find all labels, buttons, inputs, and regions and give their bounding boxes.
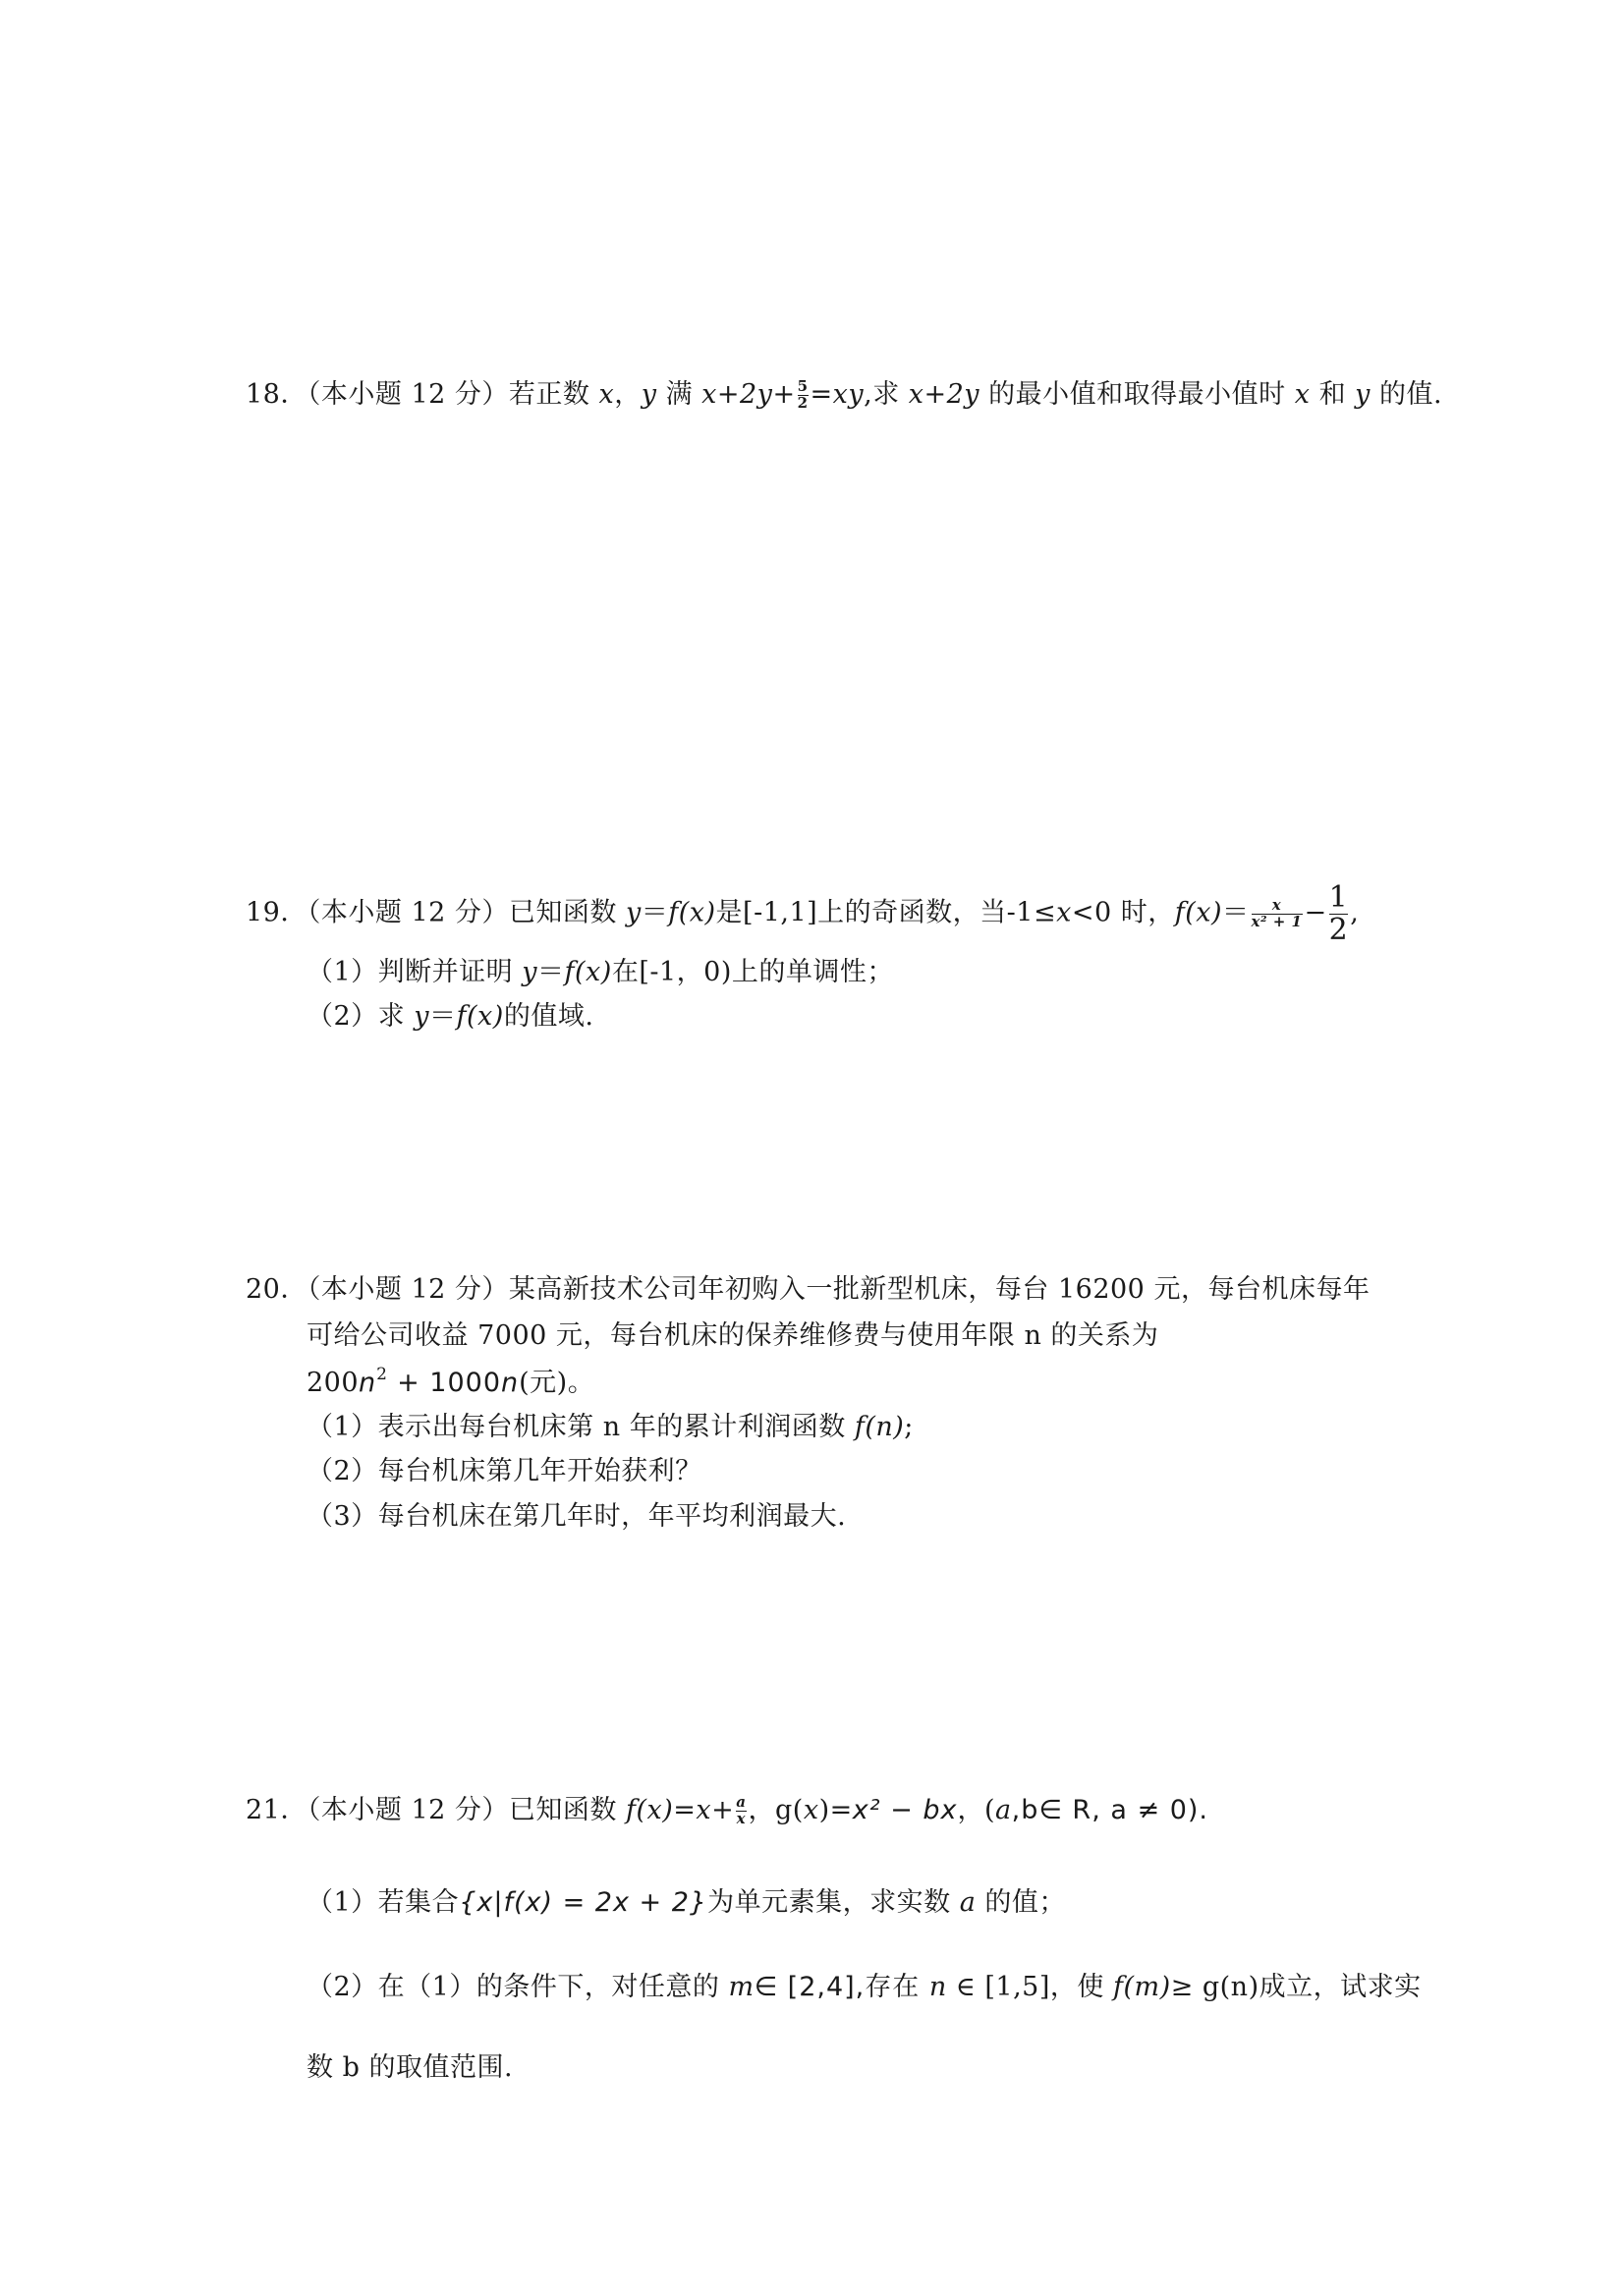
function-f: f(m)	[1112, 1972, 1171, 2002]
math-expression: =x+	[673, 1795, 735, 1825]
question-points: （本小题 12 分）	[307, 379, 509, 410]
fraction-one-half	[1329, 882, 1349, 945]
variable-y: y	[625, 897, 642, 928]
function-f: f(x)	[1174, 897, 1223, 928]
function-f: f(x)	[456, 1001, 504, 1032]
question-21-part-1	[307, 1883, 1066, 1923]
variable-x: x	[803, 1795, 819, 1825]
math-expression: ,b∈ R, a ≠ 0).	[1011, 1795, 1208, 1825]
question-text: 是[-1,1]上的奇函数，当-1≤	[715, 897, 1057, 928]
variable-a: a	[995, 1795, 1012, 1825]
fraction-a-over-x	[736, 1795, 746, 1827]
part-text: 在[-1，0)上的单调性；	[611, 957, 894, 987]
equals-sign: ＝	[641, 897, 669, 928]
fraction-five-halves	[798, 379, 809, 412]
punctuation: ，(	[957, 1795, 995, 1825]
question-text: 满	[656, 379, 702, 410]
variable-x: x	[1056, 897, 1072, 928]
question-number: 19．	[246, 897, 308, 928]
fraction-denominator: 2	[1328, 912, 1349, 947]
part-text: 的值域.	[503, 1001, 594, 1032]
fraction-denominator: 2	[797, 394, 809, 412]
part-text: （1）判断并证明	[307, 957, 523, 987]
question-points: （本小题 12 分）	[307, 1274, 509, 1305]
fraction-numerator: 1	[1328, 880, 1349, 915]
math-expression: + 1000	[387, 1368, 502, 1398]
fraction-numerator: a	[736, 1793, 747, 1812]
question-19-part-1	[307, 953, 894, 992]
question-text: 若正数	[508, 379, 599, 410]
question-text: (元)。	[519, 1368, 595, 1398]
question-20-part-1	[307, 1408, 914, 1447]
variable-a: a	[959, 1887, 977, 1918]
question-number: 20．	[246, 1274, 308, 1305]
question-number: 18．	[246, 379, 308, 410]
question-19-part-2	[307, 997, 593, 1036]
part-text: 数 b 的取值范围.	[307, 2052, 514, 2083]
variable-y: y	[1355, 379, 1371, 410]
part-text: ≥ g(n)成立，试求实	[1170, 1972, 1422, 2002]
variable-n: n	[928, 1972, 947, 2002]
question-20-part-3	[307, 1497, 846, 1537]
variable-x: x	[1294, 379, 1311, 410]
part-text: 为单元素集，求实数	[707, 1887, 960, 1918]
variable-y: y	[414, 1001, 430, 1032]
punctuation: ,	[1350, 897, 1360, 928]
equals-sign: ＝	[1222, 897, 1250, 928]
math-expression: ∈ [2,4],存在	[754, 1972, 929, 2002]
equals-sign: ＝	[537, 957, 565, 987]
fraction-numerator: 5	[797, 377, 809, 396]
part-text: （1）若集合	[307, 1887, 460, 1918]
question-text: ，g(	[748, 1795, 804, 1825]
math-expression: x+2y+	[701, 379, 796, 410]
math-expression: x+2y	[908, 379, 980, 410]
question-text: ,求	[864, 379, 909, 410]
fraction-numerator: x	[1271, 895, 1282, 914]
question-text: 某高新技术公司年初购入一批新型机床，每台 16200 元，每台机床每年	[508, 1274, 1371, 1305]
question-points: （本小题 12 分）	[307, 897, 509, 928]
punctuation: ;	[904, 1412, 914, 1442]
question-21-part-2	[307, 1968, 1422, 2007]
exponent: 2	[376, 1365, 388, 1384]
question-20	[246, 1270, 1370, 1310]
question-text: <0 时，	[1071, 897, 1175, 928]
function-f: f(x)	[668, 897, 716, 928]
variable-y: y	[522, 957, 538, 987]
question-20-line-2	[307, 1316, 1158, 1356]
question-19	[246, 882, 1359, 945]
math-expression: x² − bx	[852, 1795, 958, 1825]
variable-y: y	[641, 379, 657, 410]
part-text: （1）表示出每台机床第 n 年的累计利润函数	[307, 1412, 855, 1442]
variable-x: x	[598, 379, 615, 410]
function-f: f(x)	[625, 1795, 674, 1825]
math-expression: 200	[307, 1368, 360, 1398]
question-text: 已知函数	[508, 1795, 626, 1825]
part-text: 的值；	[976, 1887, 1066, 1918]
question-text: )=	[818, 1795, 853, 1825]
question-text: 的值.	[1370, 379, 1443, 410]
minus-sign: −	[1304, 897, 1327, 928]
question-text: 可给公司收益 7000 元，每台机床的保养维修费与使用年限 n 的关系为	[307, 1320, 1159, 1351]
set-expression: {x|f(x) = 2x + 2}	[459, 1887, 708, 1918]
question-points: （本小题 12 分）	[307, 1795, 509, 1825]
question-20-part-2	[307, 1452, 702, 1491]
math-expression: ∈ [1,5]，使	[946, 1972, 1113, 2002]
part-text: （2）每台机床第几年开始获利？	[307, 1456, 702, 1486]
variable-m: m	[728, 1972, 755, 2002]
question-text: 已知函数	[508, 897, 626, 928]
fraction-denominator: x	[736, 1810, 747, 1827]
question-text: 的最小值和取得最小值时	[979, 379, 1295, 410]
part-text: （3）每台机床在第几年时，年平均利润最大.	[307, 1501, 847, 1532]
question-number: 21．	[246, 1795, 308, 1825]
question-18	[246, 375, 1442, 415]
variable-n: n	[359, 1368, 377, 1398]
question-text: 和	[1310, 379, 1356, 410]
fraction-denominator: x² + 1	[1251, 912, 1303, 930]
question-20-line-3	[307, 1364, 594, 1403]
function-f: f(n)	[854, 1412, 905, 1442]
question-21	[246, 1791, 1208, 1830]
punctuation: ，	[614, 379, 642, 410]
math-expression: =xy	[810, 379, 865, 410]
part-text: （2）在（1）的条件下，对任意的	[307, 1972, 729, 2002]
variable-n: n	[501, 1368, 520, 1398]
fraction-x-over-x2-plus-1	[1251, 895, 1303, 930]
function-f: f(x)	[564, 957, 612, 987]
part-text: （2）求	[307, 1001, 415, 1032]
equals-sign: ＝	[429, 1001, 457, 1032]
question-21-part-2-line-2	[307, 2048, 513, 2088]
